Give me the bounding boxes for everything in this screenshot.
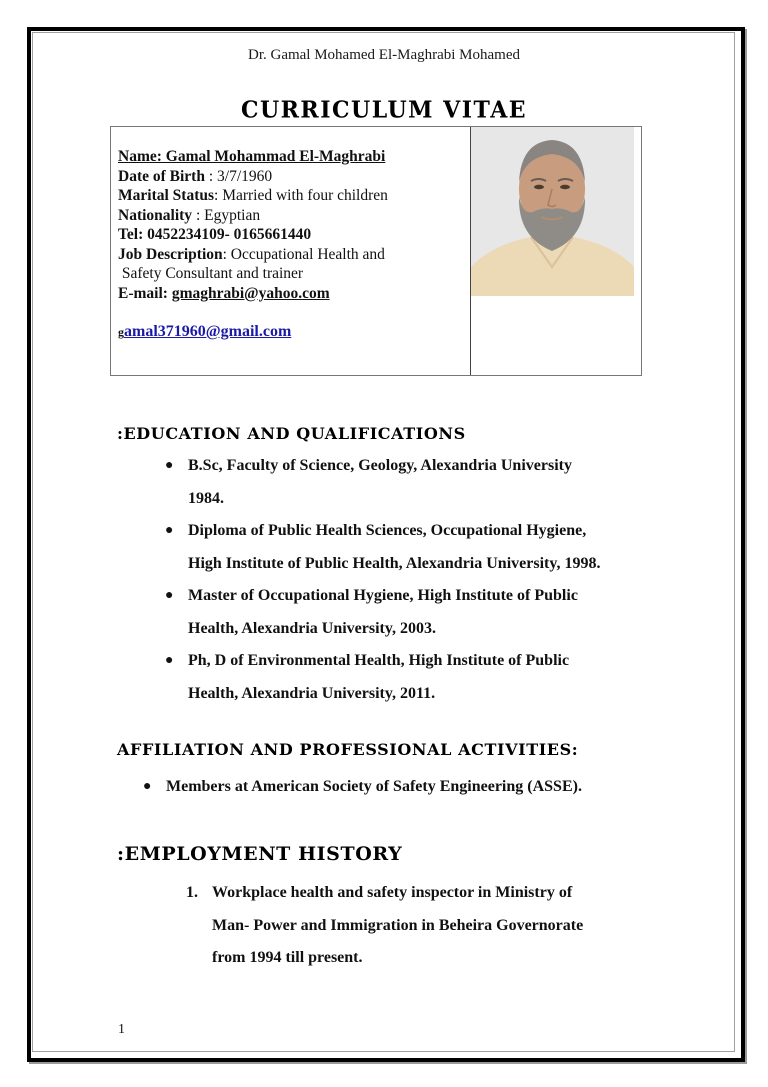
job-value: : Occupational Health and: [222, 245, 385, 263]
dob-label: Date of Birth: [118, 167, 205, 185]
marital-label: Marital Status: [118, 187, 215, 204]
education-heading: :EDUCATION AND QUALIFICATIONS: [117, 424, 466, 443]
bullet-icon: ●: [165, 653, 174, 668]
job-value-line2: Safety Consultant and trainer: [118, 265, 304, 282]
education-item-line: Ph, D of Environmental Health, High Institute of Public: [188, 652, 570, 669]
tel-field: Tel: 0452234109- 0165661440: [118, 226, 312, 243]
email-primary-link[interactable]: gmaghrabi@yahoo.com: [171, 284, 330, 302]
nationality-label: Nationality: [118, 206, 193, 224]
nationality-value: : Egyptian: [192, 206, 261, 224]
education-list: [165, 450, 601, 710]
list-item: [143, 771, 582, 804]
bullet-icon: ●: [165, 523, 174, 538]
bullet-icon: ●: [165, 458, 174, 473]
employment-item-line: from 1994 till present.: [212, 949, 363, 966]
list-item: [186, 877, 584, 975]
personal-info-cell: [111, 127, 471, 375]
list-item: [165, 645, 600, 710]
bullet-icon: ●: [143, 779, 152, 794]
email-secondary-prefix: g: [118, 325, 124, 339]
portrait-photo: [471, 127, 634, 296]
list-item: [165, 450, 600, 515]
personal-info-table: [110, 126, 642, 376]
page-number: 1: [118, 1022, 125, 1037]
marital-field: [118, 186, 470, 206]
education-item-line: Master of Occupational Hygiene, High Institute of Public: [188, 587, 578, 604]
email-secondary-link[interactable]: amal371960@gmail.com: [124, 323, 292, 340]
affiliation-heading: AFFILIATION AND PROFESSIONAL ACTIVITIES:: [117, 740, 579, 759]
job-label: Job Description: [118, 245, 223, 263]
list-number: 1.: [186, 884, 198, 901]
marital-value: : Married with four children: [214, 187, 388, 204]
education-item-line: High Institute of Public Health, Alexandria University, 1998.: [188, 554, 601, 572]
dob-value: : 3/7/1960: [204, 167, 273, 185]
spacer: [118, 303, 470, 322]
list-item: [165, 580, 600, 645]
running-header: Dr. Gamal Mohamed El-Maghrabi Mohamed: [247, 47, 520, 63]
employment-item-line: Workplace health and safety inspector in Ministry of: [212, 884, 573, 901]
employment-item-line: Man- Power and Immigration in Beheira Governorate: [212, 916, 584, 934]
education-item-line: Diploma of Public Health Sciences, Occupational Hygiene,: [188, 522, 587, 539]
affiliation-list: [143, 771, 582, 804]
document-title: CURRICULUM VITAE: [240, 96, 528, 124]
education-item-line: Health, Alexandria University, 2003.: [188, 619, 436, 637]
employment-list: [186, 877, 584, 975]
email-secondary-field: [118, 322, 470, 343]
email-label: E-mail:: [118, 284, 172, 302]
email-field: [118, 284, 470, 304]
dob-field: [118, 167, 470, 187]
portrait-image-icon: [471, 127, 634, 296]
photo-cell: [471, 127, 641, 375]
nationality-field: [118, 206, 470, 226]
name-field: Name: Gamal Mohammad El-Maghrabi: [118, 148, 386, 165]
list-item: [165, 515, 601, 580]
education-item-line: 1984.: [188, 489, 224, 507]
job-field: [118, 245, 470, 265]
bullet-icon: ●: [165, 588, 174, 603]
education-item-line: Health, Alexandria University, 2011.: [188, 684, 436, 702]
education-item-line: B.Sc, Faculty of Science, Geology, Alexandria University: [188, 457, 572, 474]
employment-heading: :EMPLOYMENT HISTORY: [117, 843, 403, 865]
affiliation-item-line: Members at American Society of Safety Engineering (ASSE).: [166, 778, 582, 795]
